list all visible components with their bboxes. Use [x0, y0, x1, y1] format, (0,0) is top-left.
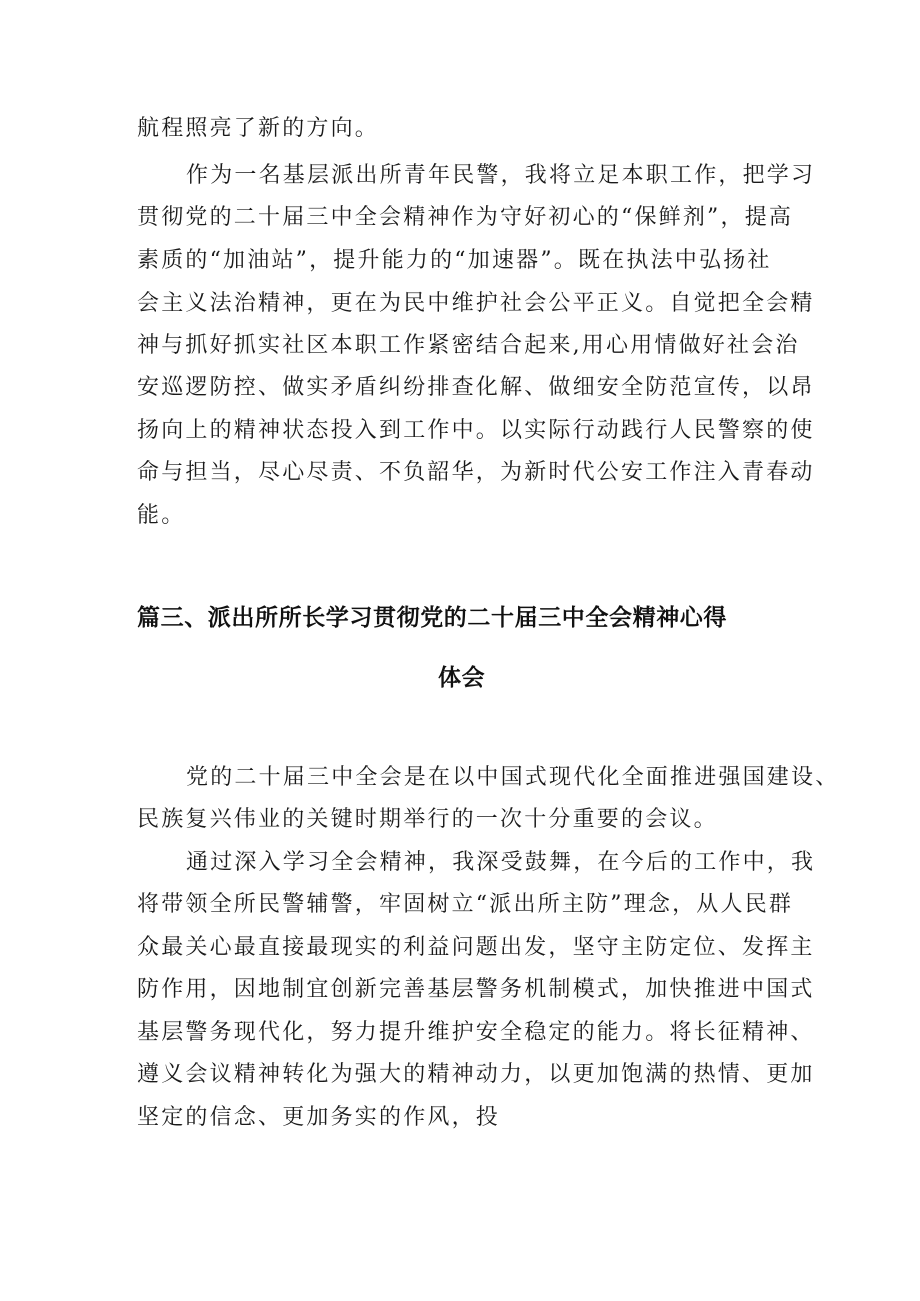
paragraph-line: 安巡逻防控、做实矛盾纠纷排查化解、做细安全防范宣传，以昂: [137, 375, 815, 400]
paragraph-line: 能。: [137, 503, 186, 528]
paragraph-line: 航程照亮了新的方向。: [137, 116, 380, 141]
paragraph-line: 命与担当，尽心尽责、不负韶华，为新时代公安工作注入青春动: [137, 460, 815, 485]
paragraph-line: 通过深入学习全会精神，我深受鼓舞，在今后的工作中，我: [186, 850, 816, 875]
paragraph-line: 素质的“加油站”，提升能力的“加速器”。既在执法中弘扬社: [137, 248, 772, 273]
paragraph-line: 民族复兴伟业的关键时期举行的一次十分重要的会议。: [137, 807, 718, 832]
paragraph-line: 扬向上的精神状态投入到工作中。以实际行动践行人民警察的使: [137, 418, 815, 443]
paragraph-line: 坚定的信念、更加务实的作风，投: [137, 1105, 501, 1130]
paragraph-line: 遵义会议精神转化为强大的精神动力，以更加饱满的热情、更加: [137, 1062, 815, 1087]
paragraph-line: 作为一名基层派出所青年民警，我将立足本职工作，把学习: [186, 163, 816, 188]
section-heading-line2: 体会: [438, 665, 486, 691]
paragraph-line: 防作用，因地制宜创新完善基层警务机制模式，加快推进中国式: [137, 977, 815, 1002]
paragraph-line: 基层警务现代化，努力提升维护安全稳定的能力。将长征精神、: [137, 1020, 815, 1045]
paragraph-line: 众最关心最直接最现实的利益问题出发，坚守主防定位、发挥主: [137, 935, 815, 960]
paragraph-line: 神与抓好抓实社区本职工作紧密结合起来,用心用情做好社会治: [137, 333, 800, 358]
paragraph-line: 将带领全所民警辅警，牢固树立“派出所主防”理念，从人民群: [137, 892, 794, 917]
paragraph-line: 会主义法治精神，更在为民中维护社会公平正义。自觉把全会精: [137, 291, 815, 316]
paragraph-line: 贯彻党的二十届三中全会精神作为守好初心的“保鲜剂”，提高: [137, 205, 794, 230]
paragraph-line: 党的二十届三中全会是在以中国式现代化全面推进强国建设、: [186, 765, 840, 790]
section-heading-line1: 篇三、派出所所长学习贯彻党的二十届三中全会精神心得: [137, 605, 727, 631]
